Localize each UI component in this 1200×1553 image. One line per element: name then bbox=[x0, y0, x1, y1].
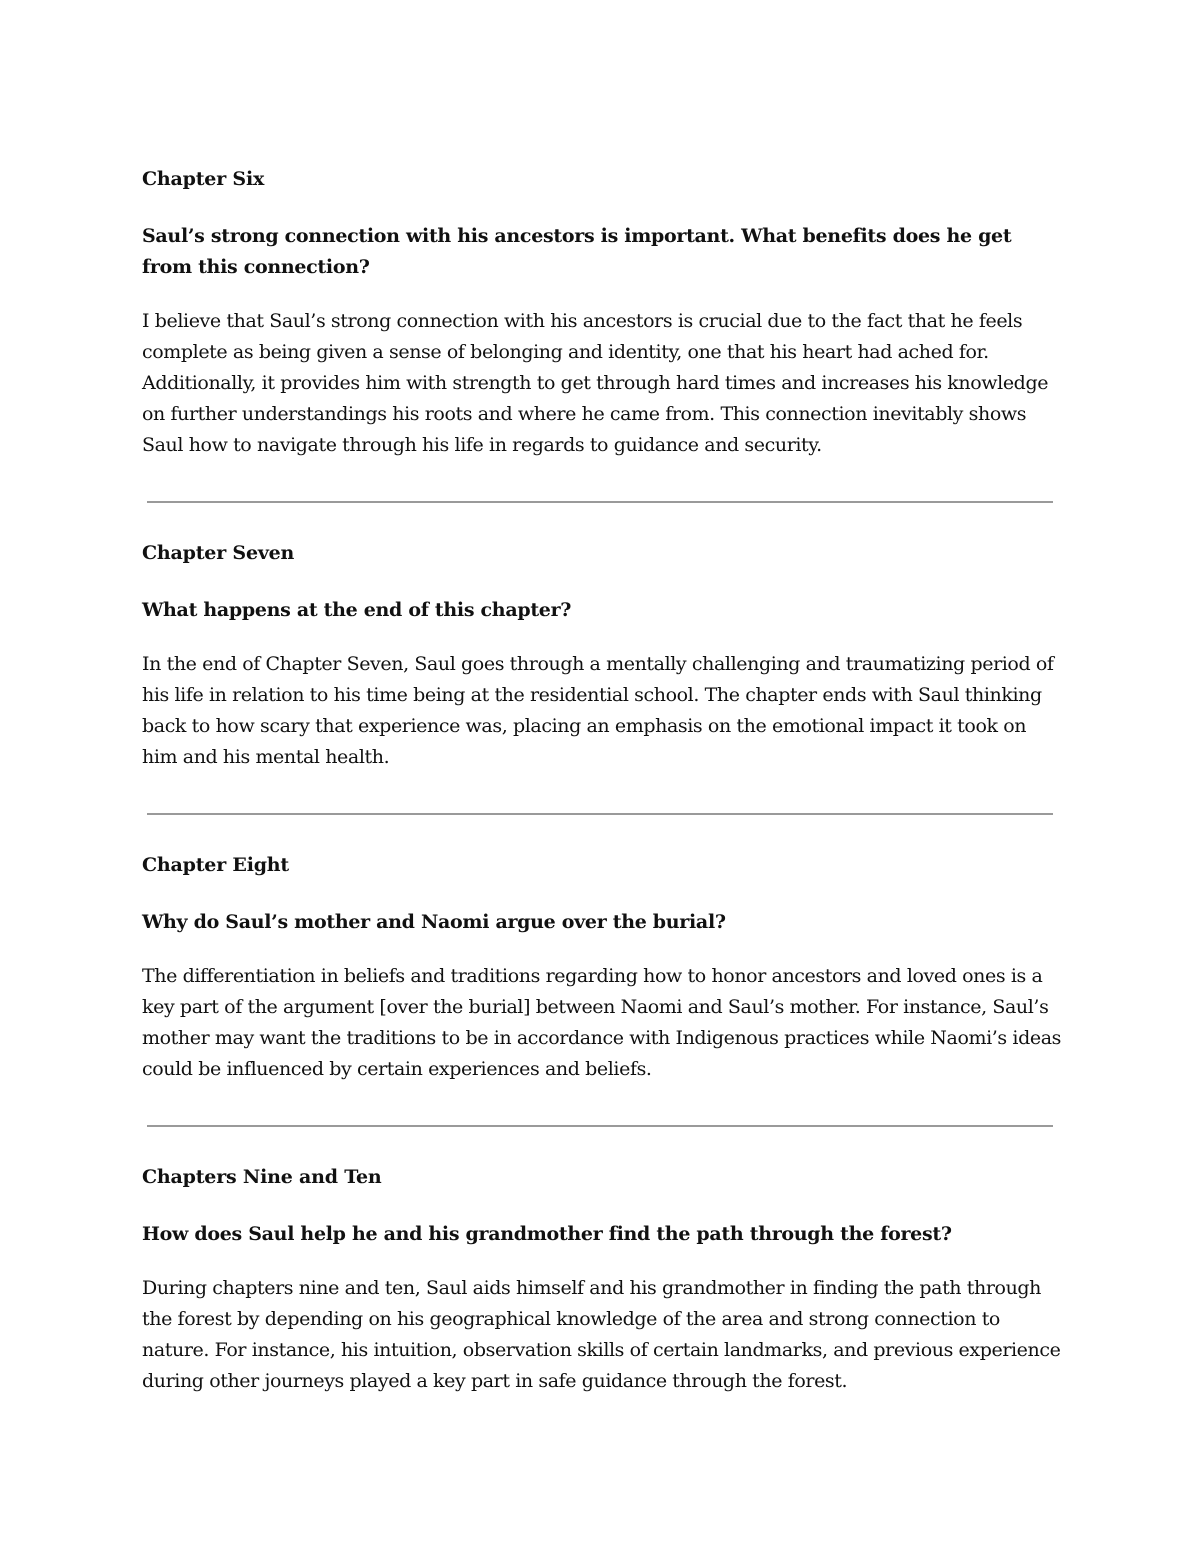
section-chapter-eight bbox=[142, 853, 1062, 1085]
section-chapter-six bbox=[142, 167, 1062, 461]
chapter-heading: Chapter Six bbox=[142, 168, 265, 190]
answer-text: In the end of Chapter Seven, Saul goes through a mentally challenging and traumatizing period of his life in relation to his time being at the residential school. The chapter ends with Saul thinking back to how scary that experience was, placing an emphasis on the emotional impact it took on him and his mental health. bbox=[142, 653, 1054, 768]
chapter-heading: Chapters Nine and Ten bbox=[142, 1166, 382, 1188]
section-chapters-nine-ten bbox=[142, 1165, 1062, 1397]
answer-text: The differentiation in beliefs and traditions regarding how to honor ancestors and loved ones is a key part of the argument [over the burial] between Naomi and Saul’s mother. For instance, Saul’s mother may want the traditions to be in accordance with Indigenous practices while Naomi’s ideas could be influenced by certain experiences and beliefs. bbox=[142, 965, 1061, 1080]
question-text: Saul’s strong connection with his ancestors is important. What benefits does he get from this connection? bbox=[142, 225, 1012, 278]
question-text: Why do Saul’s mother and Naomi argue over the burial? bbox=[142, 911, 726, 933]
question-text: What happens at the end of this chapter? bbox=[142, 599, 572, 621]
horizontal-divider bbox=[147, 501, 1053, 503]
answer-text: I believe that Saul’s strong connection with his ancestors is crucial due to the fact that he feels complete as being given a sense of belonging and identity, one that his heart had ached for. Additionally, it provides him with strength to get through hard times and increases his knowledge on further understandings his roots and where he came from. This connection inevitably shows Saul how to navigate through his life in regards to guidance and security. bbox=[142, 310, 1049, 456]
horizontal-divider bbox=[147, 813, 1053, 815]
chapter-heading: Chapter Seven bbox=[142, 542, 295, 564]
chapter-heading: Chapter Eight bbox=[142, 854, 289, 876]
question-text: How does Saul help he and his grandmother find the path through the forest? bbox=[142, 1223, 952, 1245]
horizontal-divider bbox=[147, 1125, 1053, 1127]
answer-text: During chapters nine and ten, Saul aids himself and his grandmother in finding the path through the forest by depending on his geographical knowledge of the area and strong connection to nature. For instance, his intuition, observation skills of certain landmarks, and previous experience during other journeys played a key part in safe guidance through the forest. bbox=[142, 1277, 1061, 1392]
section-chapter-seven bbox=[142, 541, 1062, 773]
